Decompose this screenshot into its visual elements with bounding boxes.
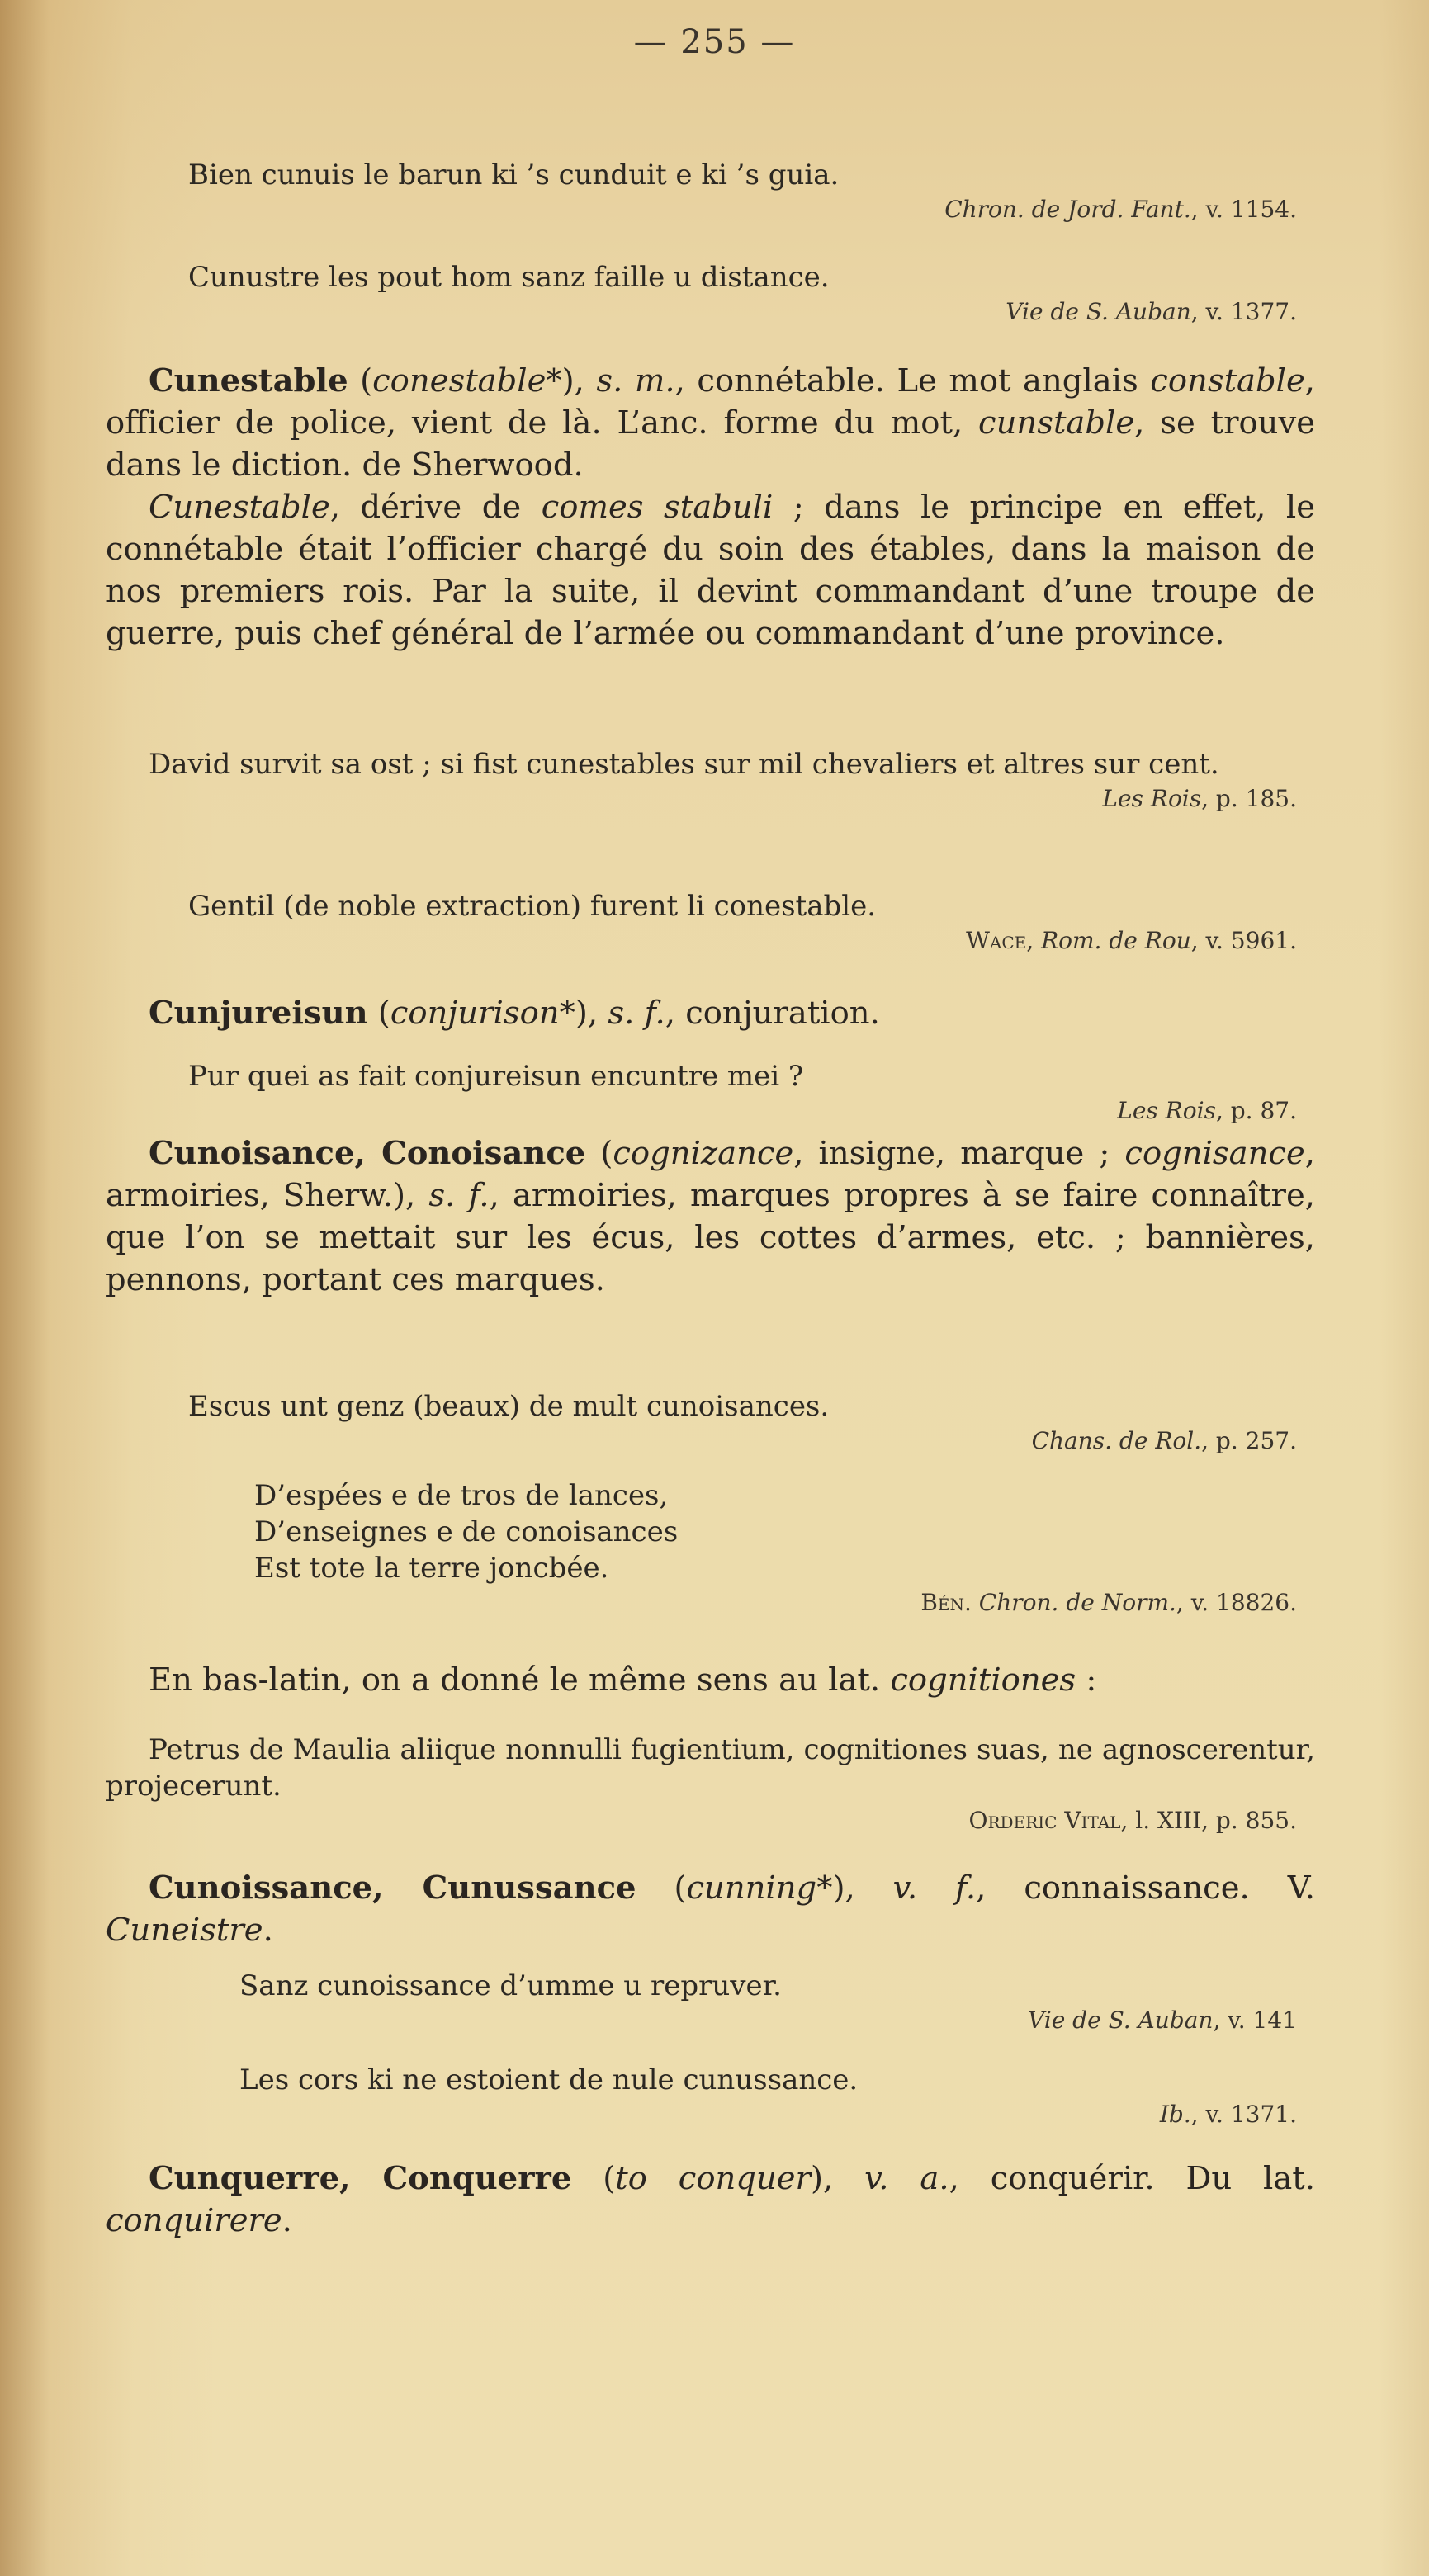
verse-line: D’enseignes e de conoisances [254, 1515, 679, 1548]
quote-block [106, 888, 1315, 957]
quote-text: Gentil (de noble extraction) furent li conestable. [188, 890, 877, 923]
entry-paragraph-bas-latin: En bas-latin, on a donné le même sens au lat. cognitiones : [149, 1661, 1097, 1699]
quote-block [106, 1058, 1315, 1127]
dictionary-entry-cunestable [106, 360, 1315, 655]
entry-paragraph: Cunjureisun (conjurison*), s. f., conjuration. [149, 995, 880, 1032]
verse-block [106, 1477, 1315, 1619]
dictionary-entry-cunquerre [106, 2158, 1315, 2242]
dictionary-entry-cunoisance [106, 1132, 1315, 1301]
quote-block [106, 1968, 1315, 2037]
citation: Ib., v. 1371. [1159, 2101, 1297, 2128]
entry-paragraph: Cunestable (conestable*), s. m., connétable. Le mot anglais constable, officier de police, vient de là. L’anc. forme du mot, cunstable, se trouve dans le diction. de Sherwood. [106, 362, 1316, 484]
quote-text: Les cors ki ne estoient de nule cunussance. [239, 2063, 859, 2096]
entry-paragraph: Cunoisance, Conoisance (cognizance, insigne, marque ; cognisance, armoiries, Sherw.), s. f., armoiries, marques propres à se faire connaître, que l’on se mettait sur les écus, les cottes d’armes, etc. ; bannières, pennons, portant ces marques. [106, 1135, 1315, 1298]
cross-reference-link: Cuneistre [106, 1912, 263, 1949]
part-of-speech: v. f. [892, 1869, 977, 1907]
verse-line: Est tote la terre joncbée. [254, 1552, 609, 1585]
quote-text: Cunustre les pout hom sanz faille u distance. [188, 261, 830, 294]
quote-text: Sanz cunoissance d’umme u repruver. [239, 1969, 782, 2002]
dictionary-entry-cunoissance [106, 1867, 1315, 1951]
citation: Chans. de Rol., p. 257. [1031, 1427, 1297, 1454]
etymology: to conquer [615, 2160, 811, 2197]
dictionary-entry-cunjureisun [106, 992, 1315, 1034]
etymology: conestable* [372, 362, 562, 399]
citation: Les Rois, p. 185. [1102, 785, 1297, 812]
quote-text: Bien cunuis le barun ki ’s cunduit e ki ’s guia. [188, 158, 840, 191]
quote-block [106, 746, 1315, 815]
etymology: cunning* [686, 1869, 833, 1907]
page-number: — 255 — [633, 23, 796, 61]
headword: Cunoisance, Conoisance [149, 1135, 586, 1172]
headword: Cunjureisun [149, 995, 368, 1032]
headword: Cunquerre, Conquerre [149, 2160, 572, 2197]
etymology: conjurison* [390, 995, 575, 1032]
citation: Bén. Chron. de Norm., v. 18826. [920, 1589, 1297, 1616]
citation: Orderic Vital, l. XIII, p. 855. [968, 1807, 1297, 1834]
quote-block [106, 1732, 1315, 1837]
citation: Vie de S. Auban, v. 1377. [1006, 298, 1297, 325]
quote-block [106, 259, 1315, 328]
verse-line: D’espées e de tros de lances, [254, 1479, 669, 1512]
quote-block [106, 1388, 1315, 1458]
quote-text: Pur quei as fait conjureisun encuntre mei ? [188, 1060, 804, 1093]
citation: Vie de S. Auban, v. 141 [1028, 2006, 1297, 2034]
citation: Les Rois, p. 87. [1117, 1097, 1297, 1124]
quote-text: David survit sa ost ; si fist cunestables sur mil chevaliers et altres sur cent. [149, 748, 1219, 781]
quote-text: Escus unt genz (beaux) de mult cunoisances. [188, 1390, 830, 1423]
entry-paragraph: Cunestable, dérive de comes stabuli ; dans le principe en effet, le connétable était l’officier chargé du soin des étables, dans la maison de nos premiers rois. Par la suite, il devint commandant d’une troupe de guerre, puis chef général de l’armée ou commandant d’une province. [106, 489, 1315, 652]
part-of-speech: v. a. [864, 2160, 949, 2197]
etymology: cognizance [613, 1135, 794, 1172]
headword: Cunestable [149, 362, 348, 399]
part-of-speech: s. m. [596, 362, 675, 399]
quote-text: Petrus de Maulia aliique nonnulli fugientium, cognitiones suas, ne agnoscerentur, projecerunt. [106, 1733, 1315, 1803]
entry-paragraph: Cunoissance, Cunussance (cunning*), v. f., connaissance. V. Cuneistre. [106, 1869, 1316, 1949]
quote-block [106, 157, 1315, 226]
part-of-speech: s. f. [428, 1177, 490, 1214]
citation: Wace, Rom. de Rou, v. 5961. [966, 927, 1297, 954]
citation: Chron. de Jord. Fant., v. 1154. [944, 196, 1297, 223]
headword: Cunoissance, Cunussance [149, 1869, 636, 1907]
entry-paragraph: Cunquerre, Conquerre (to conquer), v. a., conquérir. Du lat. conquirere. [106, 2160, 1315, 2239]
quote-block [106, 2062, 1315, 2131]
part-of-speech: s. f. [608, 995, 665, 1032]
